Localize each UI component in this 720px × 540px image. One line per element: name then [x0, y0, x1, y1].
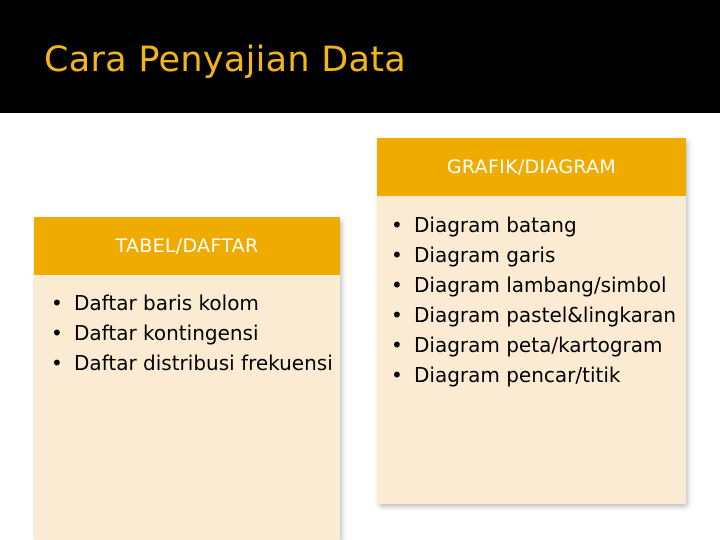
bullet-icon: • — [391, 273, 403, 297]
list-item — [383, 270, 683, 300]
list-item — [383, 240, 683, 270]
list-item-text: Diagram pencar/titik — [414, 363, 621, 387]
table-list-header: TABEL/DAFTAR — [34, 217, 340, 275]
table-list-bullets — [43, 288, 333, 378]
list-item — [43, 348, 333, 378]
list-item-text: Daftar baris kolom — [74, 291, 259, 315]
chart-diagram-bullets — [383, 210, 683, 390]
list-item — [43, 318, 333, 348]
list-item-text: Diagram batang — [414, 213, 577, 237]
list-item — [383, 300, 683, 330]
list-item-text: Diagram garis — [414, 243, 556, 267]
list-item-text: Diagram peta/kartogram — [414, 333, 663, 357]
list-item — [43, 288, 333, 318]
list-item — [383, 330, 683, 360]
bullet-icon: • — [391, 213, 403, 237]
bullet-icon: • — [51, 291, 63, 315]
list-item-text: Diagram lambang/simbol — [414, 273, 667, 297]
list-item — [383, 360, 683, 390]
slide-title: Cara Penyajian Data — [44, 40, 407, 80]
list-item-text: Diagram pastel&lingkaran — [414, 303, 677, 327]
bullet-icon: • — [391, 333, 403, 357]
bullet-icon: • — [391, 243, 403, 267]
list-item — [383, 210, 683, 240]
list-item-text: Daftar kontingensi — [74, 321, 259, 345]
bullet-icon: • — [51, 321, 63, 345]
chart-diagram-card — [377, 138, 686, 504]
chart-diagram-header: GRAFIK/DIAGRAM — [377, 138, 686, 196]
title-bar — [0, 0, 720, 113]
table-list-card — [34, 217, 340, 540]
bullet-icon: • — [391, 363, 403, 387]
list-item-text: Daftar distribusi frekuensi — [74, 351, 333, 375]
bullet-icon: • — [391, 303, 403, 327]
bullet-icon: • — [51, 351, 63, 375]
